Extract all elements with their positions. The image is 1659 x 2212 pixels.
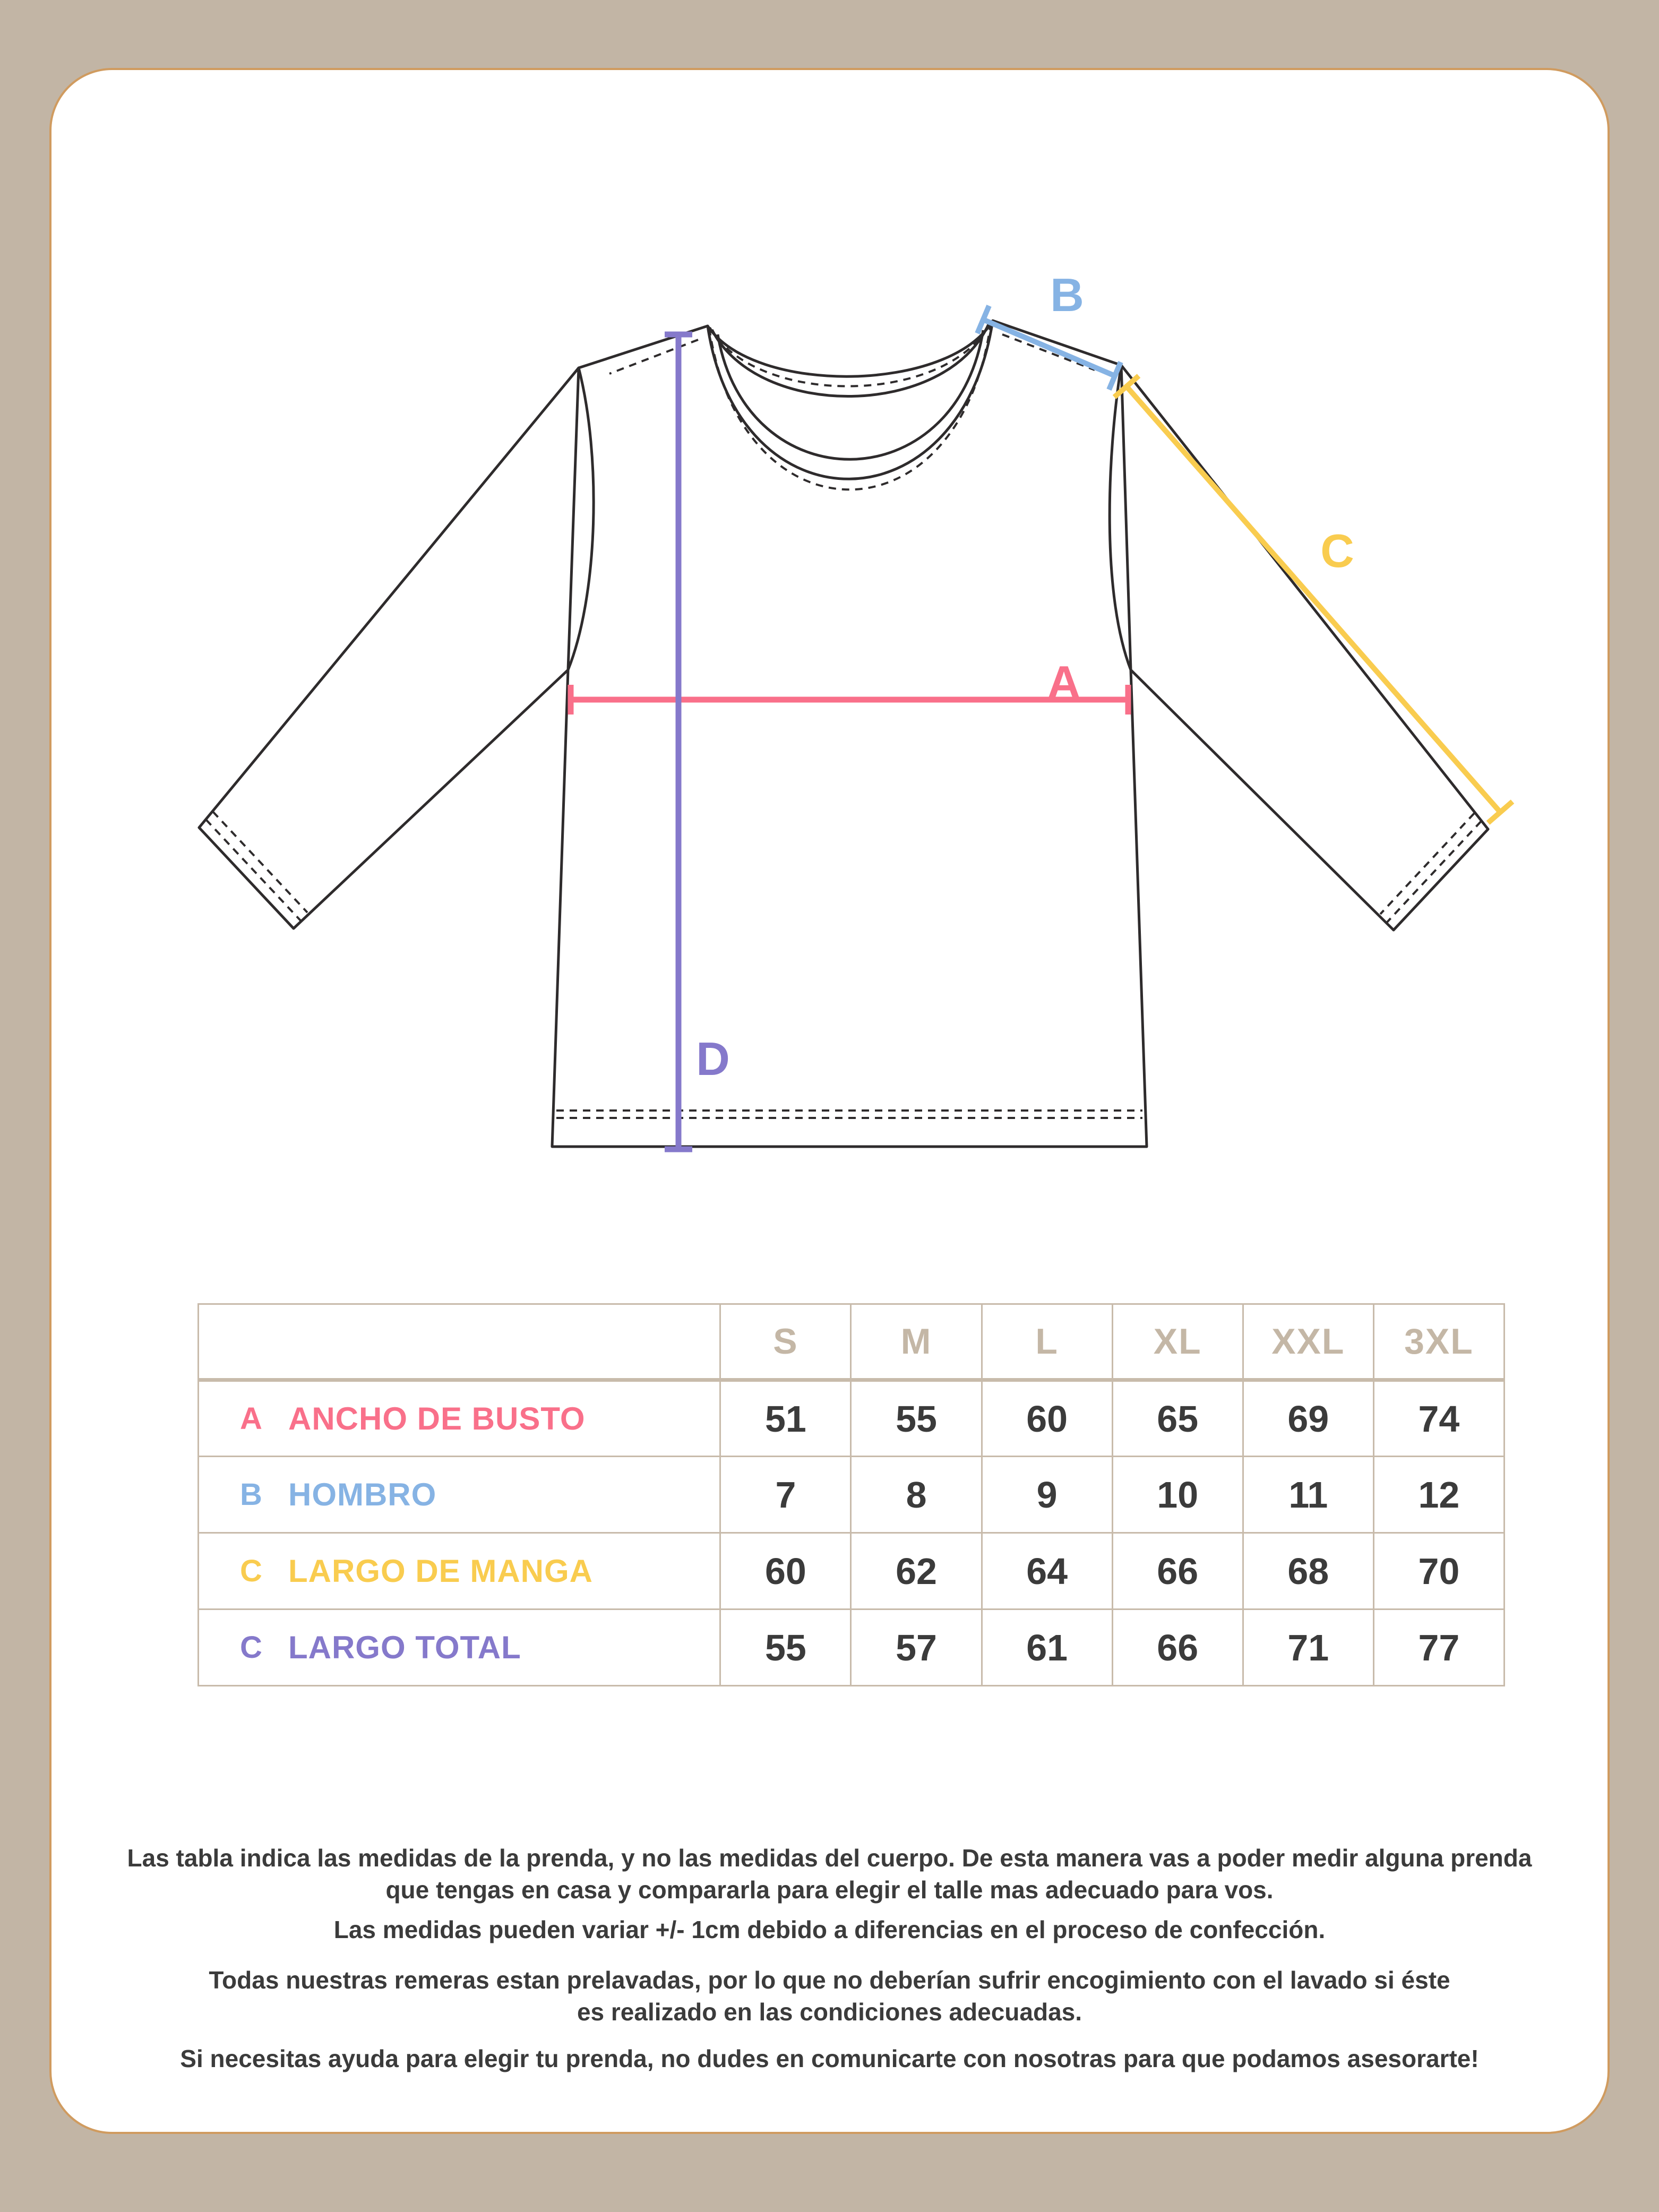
value-cell: 55 bbox=[851, 1380, 982, 1457]
value-cell: 11 bbox=[1243, 1457, 1373, 1533]
value-cell: 65 bbox=[1112, 1380, 1243, 1457]
size-header-m: M bbox=[851, 1304, 982, 1380]
value-cell: 12 bbox=[1373, 1457, 1504, 1533]
value-cell: 64 bbox=[982, 1533, 1112, 1609]
row-letter: B bbox=[240, 1477, 262, 1512]
measure-c-label: C bbox=[1320, 524, 1354, 577]
note-prewashed bbox=[0, 1964, 1659, 2028]
value-cell: 10 bbox=[1112, 1457, 1243, 1533]
measure-b-label: B bbox=[1050, 269, 1084, 321]
value-cell: 77 bbox=[1373, 1609, 1504, 1686]
size-table bbox=[197, 1303, 1505, 1686]
right-sleeve bbox=[1121, 365, 1488, 930]
value-cell: 70 bbox=[1373, 1533, 1504, 1609]
size-header-xxl: XXL bbox=[1243, 1304, 1373, 1380]
note-measurements bbox=[0, 1842, 1659, 1906]
size-header-xl: XL bbox=[1112, 1304, 1243, 1380]
row-letter: C bbox=[240, 1554, 262, 1588]
value-cell: 71 bbox=[1243, 1609, 1373, 1686]
measure-name-cell bbox=[199, 1380, 720, 1457]
measure-name-cell bbox=[199, 1457, 720, 1533]
size-header-empty-cell bbox=[199, 1304, 720, 1380]
measure-name-cell bbox=[199, 1533, 720, 1609]
row-label: LARGO DE MANGA bbox=[288, 1553, 593, 1589]
shirt-body bbox=[552, 321, 1147, 1147]
value-cell: 55 bbox=[720, 1609, 851, 1686]
note-line: Las tabla indica las medidas de la prenda, y no las medidas del cuerpo. De esta manera vas a poder medir alguna prenda bbox=[127, 1844, 1532, 1872]
value-cell: 69 bbox=[1243, 1380, 1373, 1457]
note-line: Todas nuestras remeras estan prelavadas, por lo que no deberían sufrir encogimiento con el lavado si éste bbox=[209, 1966, 1450, 1994]
value-cell: 9 bbox=[982, 1457, 1112, 1533]
table-row-largo-total bbox=[199, 1609, 1505, 1686]
row-label: HOMBRO bbox=[288, 1477, 437, 1512]
table-row-hombro bbox=[199, 1457, 1505, 1533]
note-line: Si necesitas ayuda para elegir tu prenda, no dudes en comunicarte con nosotras para que podamos asesorarte! bbox=[180, 2045, 1479, 2072]
table-row-ancho-de-busto bbox=[199, 1380, 1505, 1457]
value-cell: 66 bbox=[1112, 1533, 1243, 1609]
value-cell: 7 bbox=[720, 1457, 851, 1533]
value-cell: 62 bbox=[851, 1533, 982, 1609]
value-cell: 61 bbox=[982, 1609, 1112, 1686]
measure-a-label: A bbox=[1047, 656, 1081, 709]
measure-name-cell bbox=[199, 1609, 720, 1686]
left-sleeve bbox=[199, 368, 579, 928]
value-cell: 74 bbox=[1373, 1380, 1504, 1457]
size-header-l: L bbox=[982, 1304, 1112, 1380]
note-variation bbox=[0, 1914, 1659, 1946]
row-letter: A bbox=[240, 1401, 262, 1436]
note-line: Las medidas pueden variar +/- 1cm debido a diferencias en el proceso de confección. bbox=[333, 1916, 1326, 1943]
measure-d-label: D bbox=[696, 1032, 730, 1085]
size-header-s: S bbox=[720, 1304, 851, 1380]
value-cell: 8 bbox=[851, 1457, 982, 1533]
row-letter: C bbox=[240, 1630, 262, 1665]
value-cell: 60 bbox=[982, 1380, 1112, 1457]
row-label: ANCHO DE BUSTO bbox=[288, 1401, 586, 1436]
value-cell: 51 bbox=[720, 1380, 851, 1457]
value-cell: 66 bbox=[1112, 1609, 1243, 1686]
value-cell: 60 bbox=[720, 1533, 851, 1609]
table-row-largo-de-manga bbox=[199, 1533, 1505, 1609]
row-label: LARGO TOTAL bbox=[288, 1630, 521, 1665]
value-cell: 57 bbox=[851, 1609, 982, 1686]
note-help bbox=[0, 2043, 1659, 2075]
size-header-row bbox=[199, 1304, 1505, 1380]
note-line: es realizado en las condiciones adecuadas. bbox=[577, 1998, 1082, 2026]
value-cell: 68 bbox=[1243, 1533, 1373, 1609]
size-header-3xl: 3XL bbox=[1373, 1304, 1504, 1380]
note-line: que tengas en casa y compararla para elegir el talle mas adecuado para vos. bbox=[385, 1876, 1274, 1904]
